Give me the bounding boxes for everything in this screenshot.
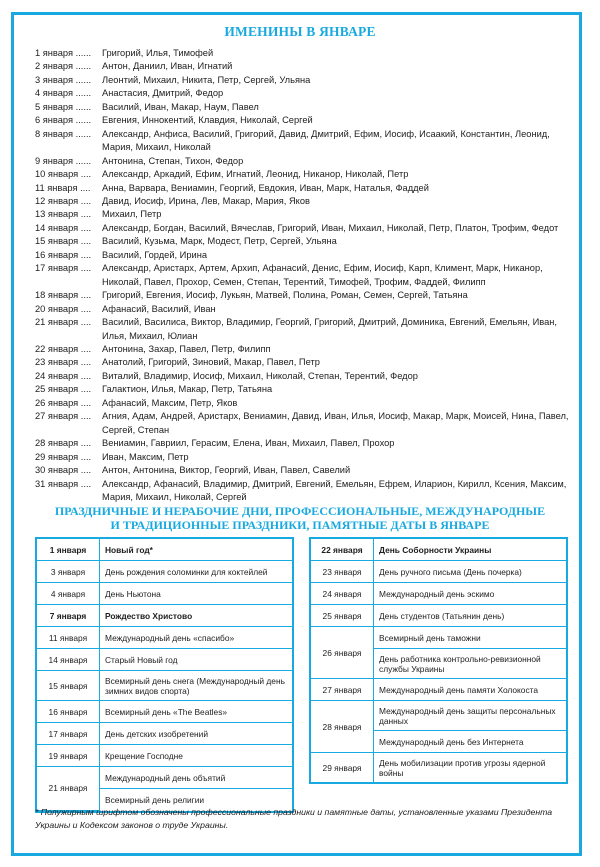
- nameday-date: 11 января ....: [35, 182, 91, 193]
- table-event: Международный день объятий: [100, 767, 293, 789]
- table-event: Всемирный день религии: [105, 794, 205, 805]
- nameday-names: Галактион, Илья, Макар, Петр, Татьяна: [102, 384, 273, 395]
- nameday-names: Антонина, Степан, Тихон, Федор: [102, 155, 244, 166]
- nameday-names: Давид, Иосиф, Ирина, Лев, Макар, Мария, Яков: [102, 195, 310, 206]
- nameday-date: 22 января ....: [35, 343, 92, 354]
- nameday-names: Вениамин, Гавриил, Герасим, Елена, Иван, Михаил, Павел, Прохор: [102, 438, 395, 449]
- nameday-date: 2 января ......: [35, 61, 92, 72]
- nameday-names: Александр, Аристарх, Артем, Архип, Афанасий, Денис, Ефим, Иосиф, Карп, Климент, Марк, Никанор, Николай, Павел, Прохор, Семен, Степан, Терентий, Тимофей, Трофим, Фаддей, Филипп: [102, 263, 543, 287]
- table-date: 22 января: [311, 539, 374, 561]
- nameday-row: [35, 208, 570, 221]
- nameday-names: Леонтий, Михаил, Никита, Петр, Сергей, Ульяна: [102, 74, 311, 85]
- table-row: [37, 649, 292, 671]
- table-event: День ручного письма (День почерка): [374, 561, 567, 583]
- table-row: [37, 583, 292, 605]
- table-event: Рождество Христово: [100, 605, 293, 627]
- nameday-row: [35, 262, 570, 289]
- table-date: 24 января: [311, 583, 374, 605]
- table-row: [311, 583, 566, 605]
- holidays-table-right: [309, 537, 568, 784]
- table-event: Международный день памяти Холокоста: [374, 679, 567, 701]
- nameday-row: [35, 47, 570, 60]
- nameday-row: [35, 249, 570, 262]
- nameday-date: 28 января ....: [35, 438, 92, 449]
- nameday-date: 30 января ....: [35, 465, 92, 476]
- nameday-row: [35, 370, 570, 383]
- table-date: 26 января: [311, 627, 374, 679]
- table-date: 28 января: [311, 701, 374, 753]
- table-date: 17 января: [37, 723, 100, 745]
- nameday-row: [35, 155, 570, 168]
- table-row: [311, 701, 566, 731]
- nameday-names: Афанасий, Максим, Петр, Яков: [102, 397, 238, 408]
- table-date: 3 января: [37, 561, 100, 583]
- table-row: [311, 539, 566, 561]
- nameday-names: Анна, Варвара, Вениамин, Георгий, Евдокия, Иван, Марк, Наталья, Фаддей: [102, 182, 429, 193]
- nameday-names: Василий, Кузьма, Марк, Модест, Петр, Сергей, Ульяна: [102, 236, 337, 247]
- nameday-row: [35, 74, 570, 87]
- nameday-date: 24 января ....: [35, 370, 92, 381]
- table-row: [37, 605, 292, 627]
- nameday-row: [35, 235, 570, 248]
- table-date: 1 января: [37, 539, 100, 561]
- nameday-date: 17 января ....: [35, 263, 92, 274]
- nameday-row: [35, 168, 570, 181]
- nameday-names: Александр, Анфиса, Василий, Григорий, Давид, Дмитрий, Ефим, Иосиф, Исаакий, Константин, Леонид, Мария, Михаил, Николай: [102, 128, 550, 153]
- table-date: 21 января: [37, 767, 100, 811]
- nameday-row: [35, 60, 570, 73]
- nameday-row: [35, 87, 570, 100]
- nameday-names: Афанасий, Василий, Иван: [102, 303, 216, 314]
- nameday-names: Антон, Антонина, Виктор, Георгий, Иван, Павел, Савелий: [102, 465, 351, 476]
- nameday-names: Александр, Аркадий, Ефим, Игнатий, Леонид, Никанор, Николай, Петр: [102, 169, 409, 180]
- table-row: [311, 627, 566, 649]
- nameday-names: Василий, Василиса, Виктор, Владимир, Георгий, Григорий, Дмитрий, Доминика, Евгений, Емельян, Иван, Илья, Михаил, Юлиан: [102, 317, 557, 341]
- nameday-row: [35, 114, 570, 127]
- nameday-names: Антон, Даниил, Иван, Игнатий: [102, 61, 233, 72]
- footnote: * Полужирным шрифтом обозначены профессиональные праздники и памятные даты, установленные указами Президента Украины и Кодексом законов о труде Украины.: [35, 807, 553, 830]
- nameday-date: 18 января ....: [35, 290, 92, 301]
- nameday-date: 23 января ....: [35, 357, 92, 368]
- table-event: Международный день защиты персональных данных: [374, 701, 567, 731]
- table-date: 7 января: [37, 605, 100, 627]
- nameday-names: Виталий, Владимир, Иосиф, Михаил, Николай, Степан, Терентий, Федор: [102, 370, 418, 381]
- nameday-date: 12 января ....: [35, 195, 92, 206]
- nameday-names: Михаил, Петр: [102, 209, 162, 220]
- table-event: Старый Новый год: [100, 649, 293, 671]
- nameday-names: Евгения, Иннокентий, Клавдия, Николай, Сергей: [102, 115, 313, 126]
- table-event: Международный день без Интернета: [374, 731, 567, 753]
- table-event: Всемирный день снега (Международный день зимних видов спорта): [100, 671, 293, 701]
- holidays-table-left: [35, 537, 294, 813]
- nameday-date: 31 января ....: [35, 478, 92, 489]
- table-row: [37, 539, 292, 561]
- nameday-date: 20 января ....: [35, 303, 92, 314]
- holidays-title-line1: ПРАЗДНИЧНЫЕ И НЕРАБОЧИЕ ДНИ, ПРОФЕССИОНАЛЬНЫЕ, МЕЖДУНАРОДНЫЕ: [54, 504, 546, 518]
- table-row: [37, 561, 292, 583]
- nameday-row: [35, 356, 570, 369]
- table-row: [311, 561, 566, 583]
- table-event: День мобилизации против угрозы ядерной войны: [379, 757, 546, 778]
- nameday-row: [35, 195, 570, 208]
- nameday-date: 26 января ....: [35, 397, 92, 408]
- table-date: 16 января: [37, 701, 100, 723]
- holidays-title: [20, 504, 580, 532]
- table-row: [311, 753, 566, 783]
- table-date: 25 января: [311, 605, 374, 627]
- nameday-date: 9 января ......: [35, 155, 92, 166]
- table-date: 23 января: [311, 561, 374, 583]
- nameday-names: Василий, Иван, Макар, Наум, Павел: [102, 101, 259, 112]
- nameday-date: 21 января ....: [35, 317, 92, 328]
- nameday-row: [35, 437, 570, 450]
- nameday-row: [35, 383, 570, 396]
- nameday-date: 1 января ......: [35, 48, 92, 58]
- table-row: [37, 745, 292, 767]
- table-row: [37, 701, 292, 723]
- table-event: День студентов (Татьянин день): [374, 605, 567, 627]
- nameday-date: 16 января ....: [35, 249, 92, 260]
- nameday-date: 3 января ......: [35, 74, 92, 85]
- table-event: Новый год*: [100, 539, 293, 561]
- table-event: Всемирный день таможни: [374, 627, 567, 649]
- nameday-row: [35, 478, 570, 505]
- nameday-row: [35, 343, 570, 356]
- nameday-row: [35, 464, 570, 477]
- table-event: День детских изобретений: [100, 723, 293, 745]
- table-row: [37, 767, 292, 789]
- nameday-date: 10 января ....: [35, 169, 92, 180]
- nameday-row: [35, 222, 570, 235]
- nameday-names: Антонина, Захар, Павел, Петр, Филипп: [102, 343, 271, 354]
- nameday-names: Агния, Адам, Андрей, Аристарх, Вениамин, Давид, Иван, Илья, Иосиф, Макар, Марк, Моисей, Нина, Павел, Сергей, Степан: [102, 411, 569, 435]
- nameday-row: [35, 397, 570, 410]
- namedays-title: ИМЕНИНЫ В ЯНВАРЕ: [224, 24, 376, 39]
- nameday-names: Анастасия, Дмитрий, Федор: [102, 88, 224, 99]
- holidays-title-line2: И ТРАДИЦИОННЫЕ ПРАЗДНИКИ, ПАМЯТНЫЕ ДАТЫ В ЯНВАРЕ: [110, 518, 490, 532]
- nameday-names: Иван, Максим, Петр: [102, 451, 189, 462]
- table-row: [37, 627, 292, 649]
- nameday-names: Александр, Богдан, Василий, Вячеслав, Григорий, Иван, Михаил, Николай, Петр, Платон, Трофим, Федот: [102, 222, 559, 233]
- table-event: День Ньютона: [100, 583, 293, 605]
- table-event: Крещение Господне: [100, 745, 293, 767]
- nameday-names: Григорий, Илья, Тимофей: [102, 48, 214, 58]
- table-row: [311, 605, 566, 627]
- nameday-row: [35, 451, 570, 464]
- table-row: [37, 723, 292, 745]
- table-event: День рождения соломинки для коктейлей: [100, 561, 293, 583]
- nameday-names: Григорий, Евгения, Иосиф, Лукьян, Матвей, Полина, Роман, Семен, Сергей, Татьяна: [102, 290, 468, 301]
- nameday-row: [35, 410, 570, 437]
- table-row: [37, 671, 292, 701]
- table-event: День Соборности Украины: [374, 539, 567, 561]
- nameday-date: 5 января ......: [35, 101, 92, 112]
- table-date: 14 января: [37, 649, 100, 671]
- table-date: 19 января: [37, 745, 100, 767]
- table-event: Международный день эскимо: [374, 583, 567, 605]
- nameday-row: [35, 182, 570, 195]
- nameday-row: [35, 289, 570, 302]
- table-event: Всемирный день «The Beatles»: [100, 701, 293, 723]
- table-row: [311, 679, 566, 701]
- nameday-row: [35, 303, 570, 316]
- nameday-date: 29 января ....: [35, 451, 92, 462]
- table-event: День работника контрольно-ревизионной службы Украины: [374, 649, 567, 679]
- nameday-date: 8 января ......: [35, 128, 92, 139]
- nameday-row: [35, 101, 570, 114]
- nameday-date: 27 января ....: [35, 411, 92, 422]
- namedays-list: [35, 47, 570, 504]
- nameday-date: 25 января ....: [35, 384, 92, 395]
- table-date: 29 января: [311, 753, 374, 783]
- nameday-date: 4 января ......: [35, 88, 92, 99]
- nameday-row: [35, 128, 570, 155]
- table-event: Международный день «спасибо»: [100, 627, 293, 649]
- nameday-names: Анатолий, Григорий, Зиновий, Макар, Павел, Петр: [102, 357, 320, 368]
- nameday-date: 13 января ....: [35, 209, 92, 220]
- nameday-names: Василий, Гордей, Ирина: [102, 249, 208, 260]
- nameday-date: 6 января ......: [35, 115, 92, 126]
- nameday-row: [35, 316, 570, 343]
- nameday-date: 14 января ....: [35, 222, 92, 233]
- table-date: 4 января: [37, 583, 100, 605]
- table-date: 27 января: [311, 679, 374, 701]
- table-date: 11 января: [37, 627, 100, 649]
- table-date: 15 января: [37, 671, 100, 701]
- nameday-date: 15 января ....: [35, 236, 92, 247]
- nameday-names: Александр, Афанасий, Владимир, Дмитрий, Евгений, Емельян, Ефрем, Иларион, Кирилл, Ксения, Максим, Мария, Михаил, Николай, Сергей: [102, 478, 567, 502]
